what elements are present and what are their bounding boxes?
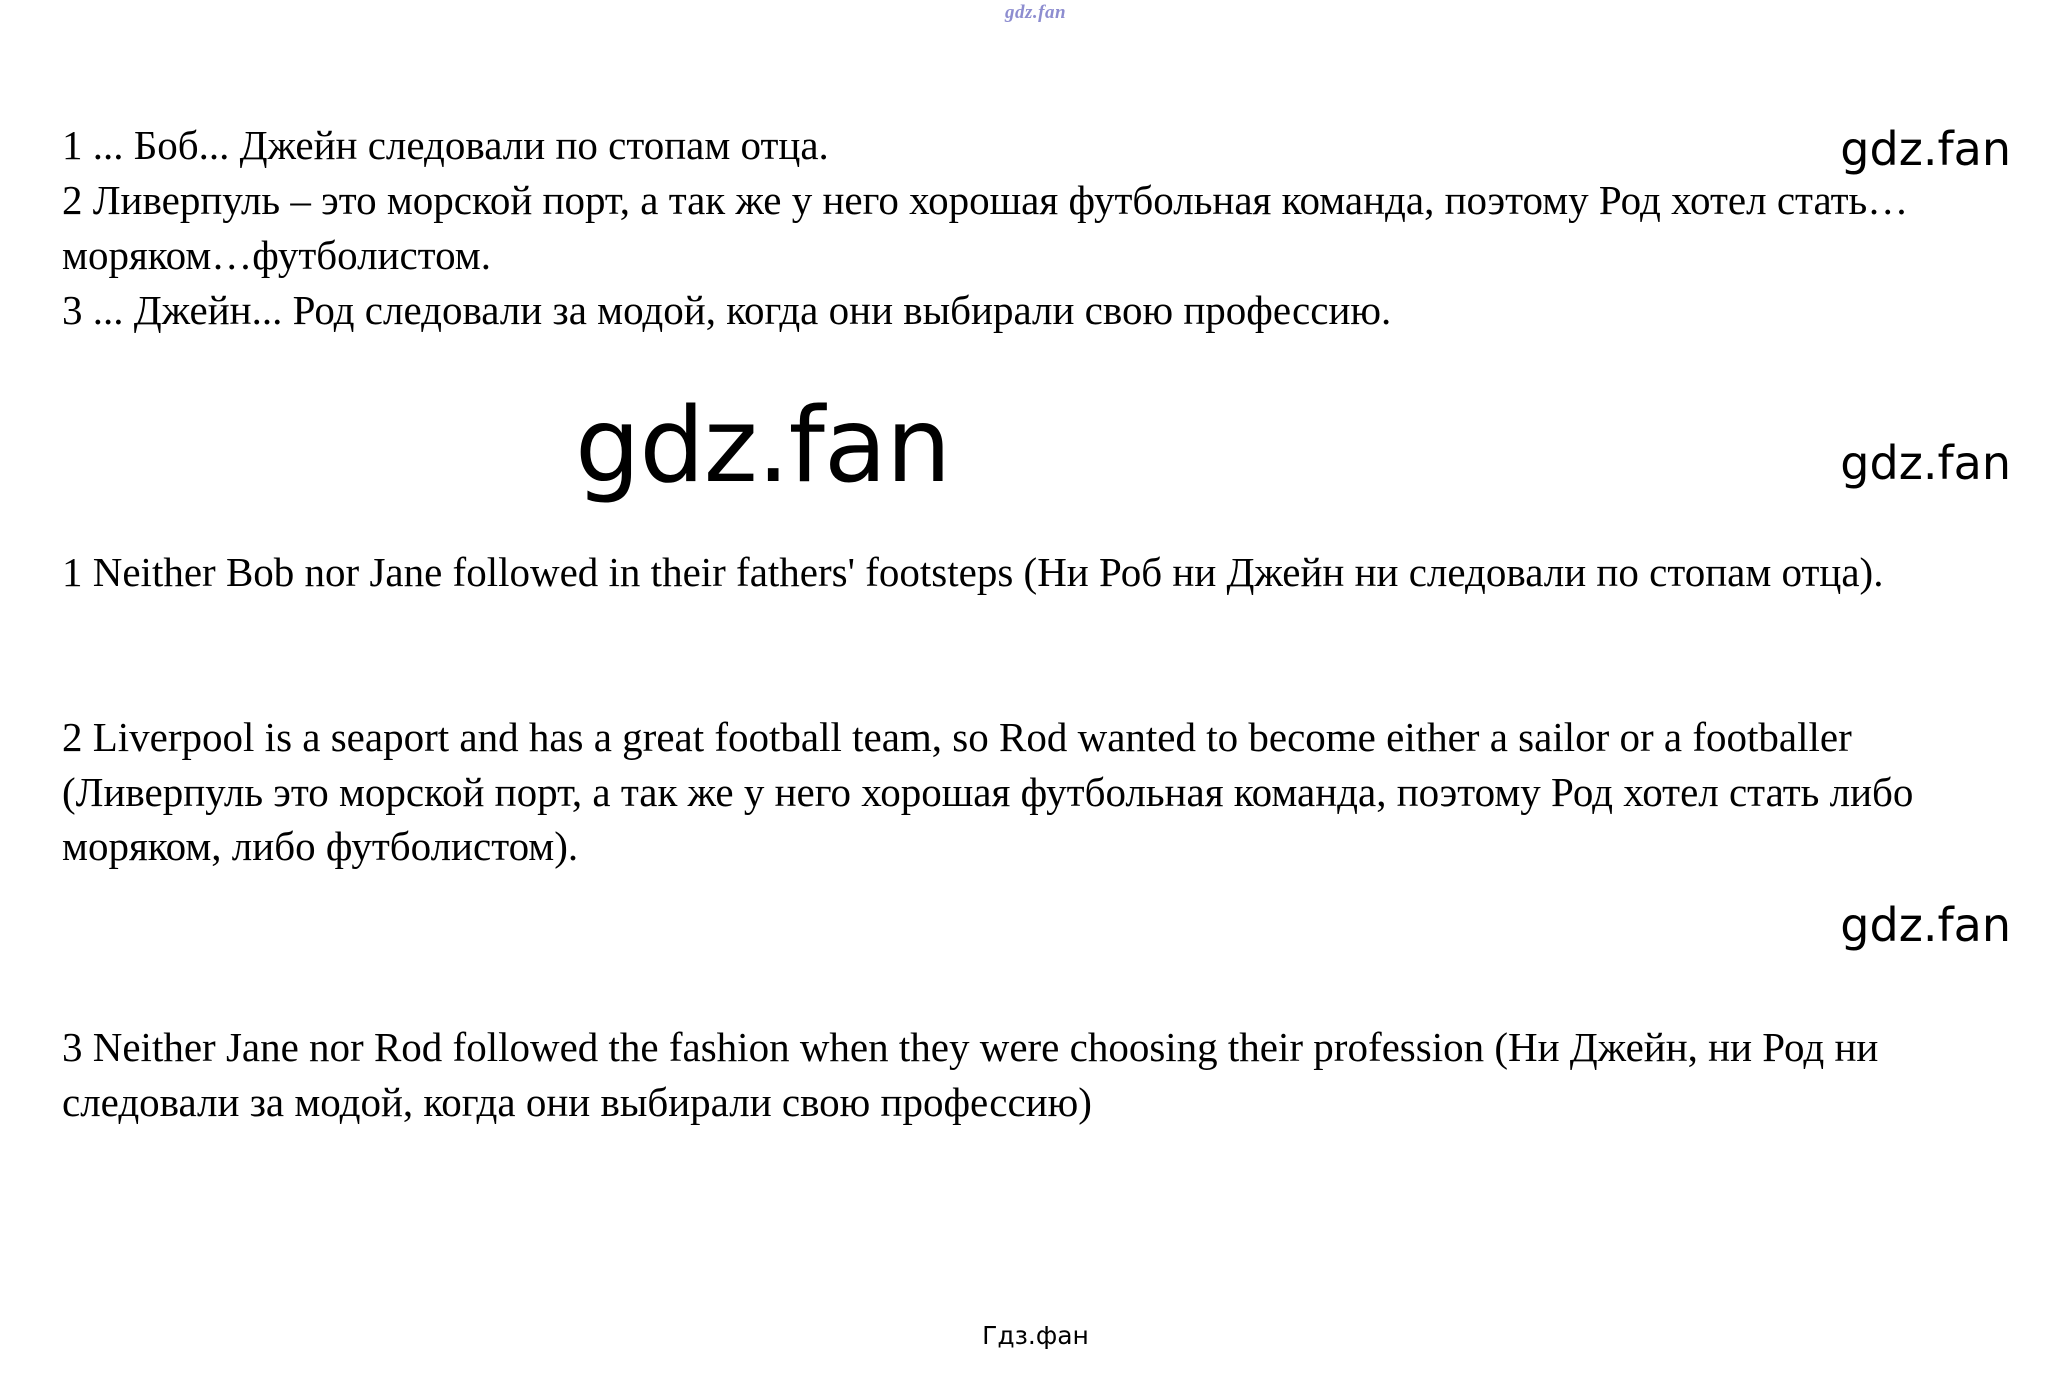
center-watermark: gdz.fan	[575, 386, 951, 506]
watermark-corner-1: gdz.fan	[1840, 122, 2011, 176]
task-line-3: 3 ... Джейн... Род следовали за модой, когда они выбирали свою профессию.	[62, 286, 1392, 333]
answer-paragraph-2: 2 Liverpool is a seaport and has a great football team, so Rod wanted to become either a sailor or a footballer (Ливерпуль это морской порт, а так же у него хорошая футбольная команда, поэтому Род хотел стать либо моряком, либо футболистом).	[62, 714, 1914, 870]
answer-paragraph-1: 1 Neither Bob nor Jane followed in their fathers' footsteps (Ни Роб ни Джейн ни следовали по стопам отца).	[62, 549, 1884, 595]
top-watermark: gdz.fan	[1004, 2, 1067, 23]
watermark-corner-2: gdz.fan	[1840, 436, 2011, 490]
russian-task-block	[62, 118, 1962, 338]
task-line-2: 2 Ливерпуль – это морской порт, а так же у него хорошая футбольная команда, поэтому Род хотел стать…моряком…футболистом.	[62, 176, 1909, 278]
answer-paragraph-3: 3 Neither Jane nor Rod followed the fashion when they were choosing their profession (Ни Джейн, ни Род ни следовали за модой, когда они выбирали свою профессию)	[62, 1024, 1879, 1125]
task-line-1: 1 ... Боб... Джейн следовали по стопам отца.	[62, 122, 829, 168]
watermark-corner-3: gdz.fan	[1840, 898, 2011, 952]
footer-watermark: Гдз.фан	[982, 1321, 1089, 1350]
